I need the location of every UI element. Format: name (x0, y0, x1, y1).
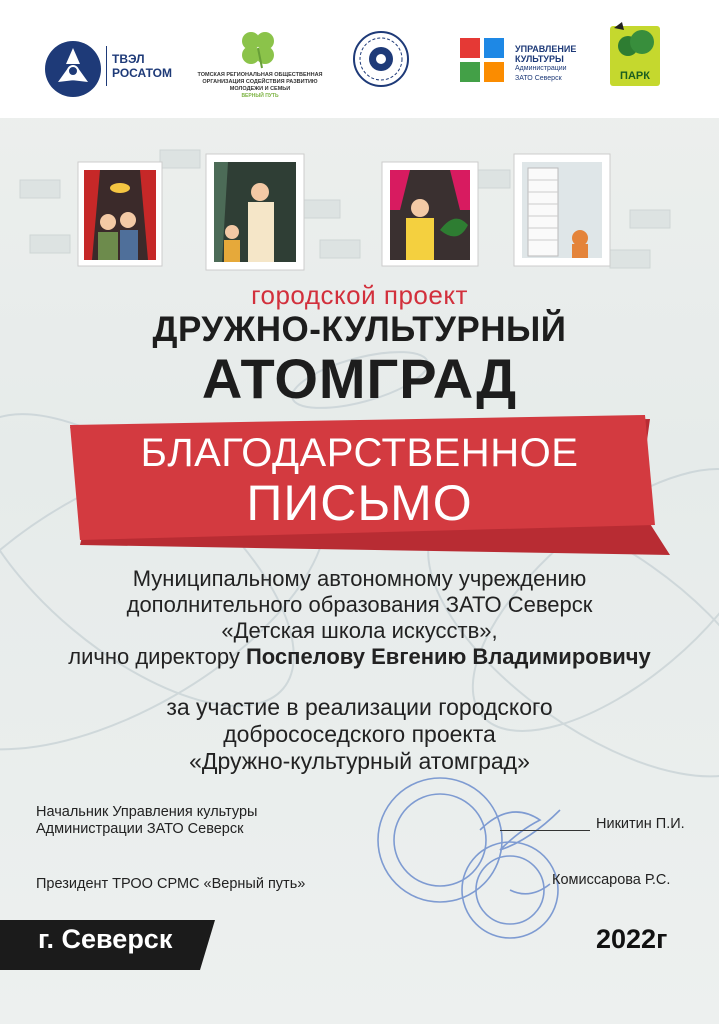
project-subtitle: городской проект (251, 280, 468, 310)
recipient-line: дополнительного образования ЗАТО Северск (126, 592, 593, 617)
recipient-line: лично директору Поспелову Евгению Владимировичу (68, 644, 651, 669)
tvel-rosatom-label: ТВЭЛ РОСАТОМ (112, 52, 172, 80)
reason-block (0, 694, 719, 775)
project-title-line2: АТОМГРАД (201, 347, 518, 410)
signature-block-1: Начальник Управления культуры Администрации ЗАТО Северск (36, 804, 258, 837)
window-grandparents (78, 162, 162, 266)
signature-line-1 (500, 830, 590, 831)
window-father-son (206, 154, 304, 270)
trooo-logo-caption: ТОМСКАЯ РЕГИОНАЛЬНАЯ ОБЩЕСТВЕННАЯ ОРГАНИЗАЦИЯ СОДЕЙСТВИЯ РАЗВИТИЮ МОЛОДЕЖИ И СЕМЬИ ВЕРНЫЙ ПУТЬ (197, 72, 323, 99)
reason-line: добрососедского проекта (223, 721, 496, 747)
window-cat (514, 154, 610, 266)
ribbon-title-line1: БЛАГОДАРСТВЕННОЕ (140, 431, 579, 475)
signature-block-2: Президент ТРОО СРМС «Верный путь» (36, 876, 306, 892)
park-logo-caption: ПАРК (620, 70, 650, 82)
rosatom-logo-icon (44, 40, 102, 98)
signer-name-2: Комиссарова Р.С. (552, 872, 671, 888)
reason-line: «Дружно-культурный атомград» (189, 748, 530, 774)
clover-logo-icon (236, 26, 280, 70)
footer-city: г. Северск (38, 924, 173, 954)
recipient-line: «Детская школа искусств», (221, 618, 498, 643)
window-woman (382, 162, 478, 266)
ribbon-title-line2: ПИСЬМО (246, 475, 473, 531)
project-title-line1: ДРУЖНО-КУЛЬТУРНЫЙ (152, 310, 567, 349)
recipient-line: Муниципальному автономному учреждению (132, 566, 587, 591)
culture-department-logo-caption: УПРАВЛЕНИЕ КУЛЬТУРЫ Администрации ЗАТО Северск (515, 44, 577, 82)
reason-line: за участие в реализации городского (166, 694, 553, 720)
recipient-name: Поспелову Евгению Владимировичу (245, 644, 651, 669)
footer-year: 2022г (596, 924, 668, 954)
city-emblem-icon (352, 30, 410, 88)
windows-illustration (0, 140, 719, 280)
culture-department-logo-icon (458, 36, 506, 84)
recipient-block (0, 566, 719, 670)
signer-name-1: Никитин П.И. (596, 816, 685, 832)
partner-logos (0, 0, 719, 118)
logo-divider (106, 46, 107, 86)
